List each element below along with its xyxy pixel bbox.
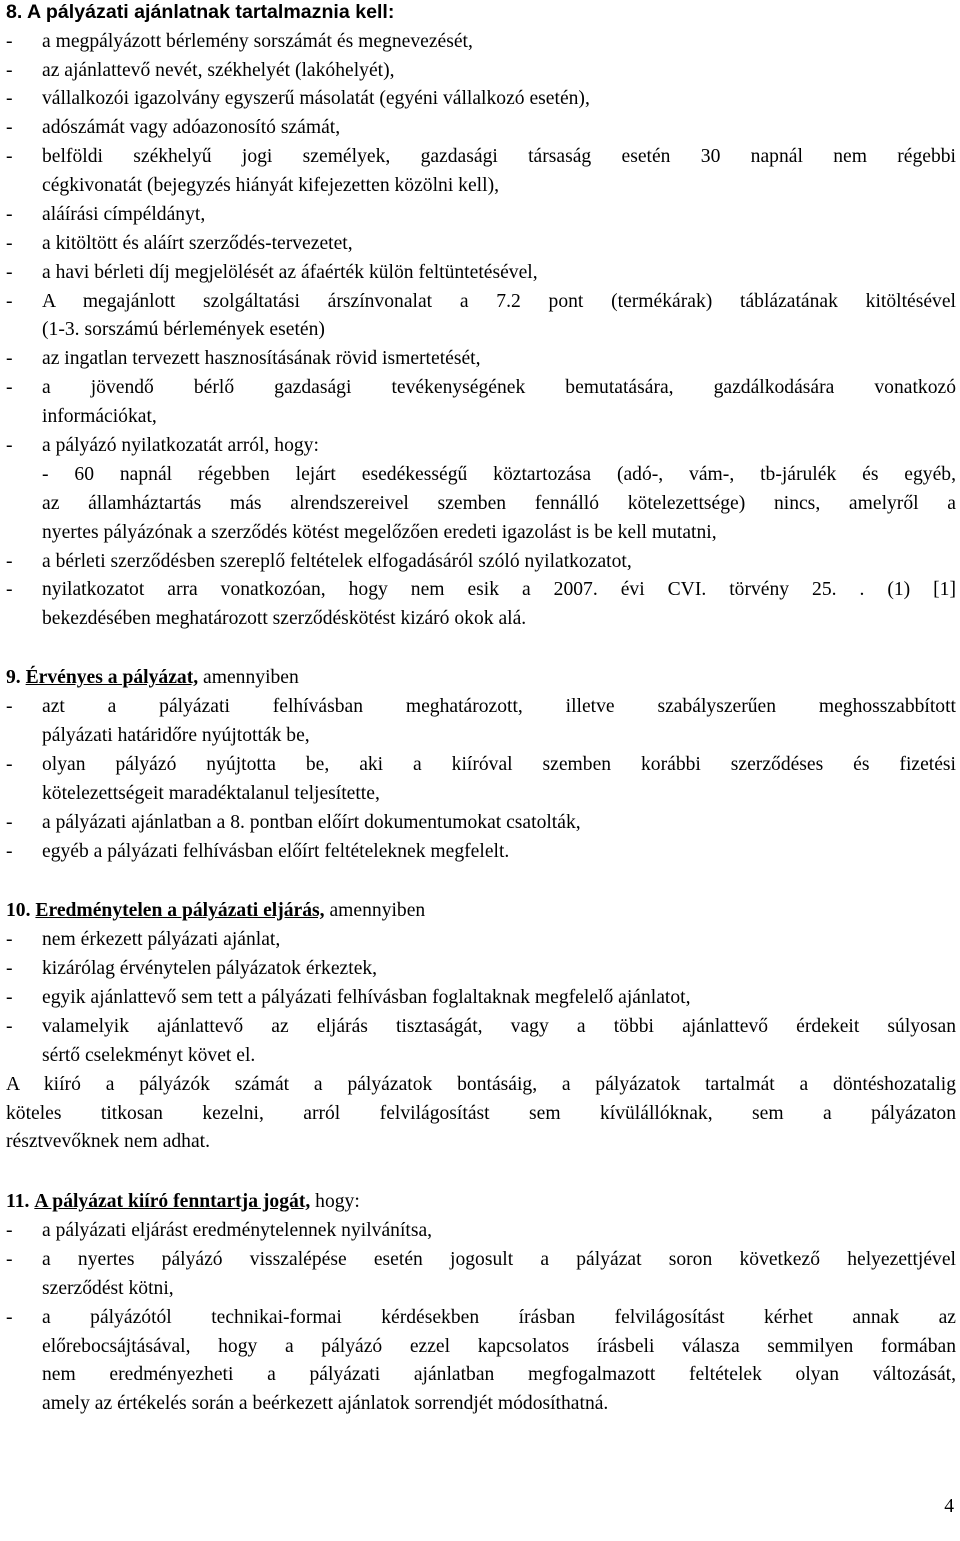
list-item: - a pályázó nyilatkozatát arról, hogy:	[6, 435, 319, 456]
list-item: - aláírási címpéldányt,	[6, 204, 206, 225]
list-item-continuation: nem eredményezheti a pályázati ajánlatban megfogalmazott feltételek olyan változását,	[42, 1364, 956, 1385]
list-item: - adószámát vagy adóazonosító számát,	[6, 117, 341, 138]
section-9-heading: 9. Érvényes a pályázat, amennyiben	[6, 667, 299, 688]
list-item: - egyéb a pályázati felhívásban előírt feltételeknek megfelelt.	[6, 841, 510, 862]
list-item: - a jövendő bérlő gazdasági tevékenységének bemutatására, gazdálkodására vonatkozó	[6, 377, 956, 398]
list-item: - az ajánlattevő nevét, székhelyét (lakóhelyét),	[6, 60, 395, 81]
list-item: - a kitöltött és aláírt szerződés-tervezetet,	[6, 233, 353, 254]
list-item-continuation: sértő cselekményt követ el.	[42, 1045, 256, 1066]
list-item: - a pályázótól technikai-formai kérdésekben írásban felvilágosítást kérhet annak az	[6, 1307, 956, 1328]
paragraph-line: köteles titkosan kezelni, arról felvilágosítást sem kívülállóknak, sem a pályázaton	[6, 1103, 956, 1124]
list-item-continuation: kötelezettségeit maradéktalanul teljesítette,	[42, 783, 380, 804]
paragraph-line: résztvevőknek nem adhat.	[6, 1131, 211, 1152]
list-item-continuation: pályázati határidőre nyújtották be,	[42, 725, 310, 746]
list-item: - a pályázati eljárást eredménytelennek nyilvánítsa,	[6, 1220, 433, 1241]
list-item: - azt a pályázati felhívásban meghatározott, illetve szabályszerűen meghosszabbított	[6, 696, 956, 717]
section-8-heading: 8. A pályázati ajánlatnak tartalmaznia kell:	[6, 1, 395, 23]
list-item: - valamelyik ajánlattevő az eljárás tisztaságát, vagy a többi ajánlattevő érdekeit súlyosan	[6, 1016, 956, 1037]
list-item: - A megajánlott szolgáltatási árszínvonalat a 7.2 pont (termékárak) táblázatának kitöltésével	[6, 291, 956, 312]
list-item: - a pályázati ajánlatban a 8. pontban előírt dokumentumokat csatolták,	[6, 812, 581, 833]
list-item-continuation: információkat,	[42, 406, 157, 427]
list-item: - az ingatlan tervezett hasznosításának rövid ismertetését,	[6, 348, 481, 369]
list-item: - nem érkezett pályázati ajánlat,	[6, 929, 281, 950]
list-subitem: - 60 napnál régebben lejárt esedékességű köztartozása (adó-, vám-, tb-járulék és egyéb,	[42, 464, 956, 485]
list-item: - kizárólag érvénytelen pályázatok érkeztek,	[6, 958, 378, 979]
list-item-continuation: (1-3. sorszámú bérlemények esetén)	[42, 319, 325, 340]
section-10-heading: 10. Eredménytelen a pályázati eljárás, amennyiben	[6, 900, 426, 921]
section-11-heading: 11. A pályázat kiíró fenntartja jogát, hogy:	[6, 1191, 360, 1212]
list-item-continuation: amely az értékelés során a beérkezett ajánlatok sorrendjét módosíthatná.	[42, 1393, 609, 1414]
list-item-continuation: szerződést kötni,	[42, 1278, 174, 1299]
list-item-continuation: nyertes pályázónak a szerződés kötést megelőzően eredeti igazolást is be kell mutatni,	[42, 522, 717, 543]
list-item: - a bérleti szerződésben szereplő feltételek elfogadásáról szóló nyilatkozatot,	[6, 551, 632, 572]
list-item: - nyilatkozatot arra vonatkozóan, hogy nem esik a 2007. évi CVI. törvény 25. . (1) [1]	[6, 579, 956, 600]
page-number: 4	[944, 1496, 954, 1517]
list-item: - a nyertes pályázó visszalépése esetén jogosult a pályázat soron következő helyezettjével	[6, 1249, 956, 1270]
list-item: - a havi bérleti díj megjelölését az áfaérték külön feltüntetésével,	[6, 262, 538, 283]
list-item-continuation: cégkivonatát (bejegyzés hiányát kifejezetten közölni kell),	[42, 175, 499, 196]
list-item: - egyik ajánlattevő sem tett a pályázati felhívásban foglaltaknak megfelelő ajánlatot,	[6, 987, 691, 1008]
list-item-continuation: bekezdésében meghatározott szerződéskötést kizáró okok alá.	[42, 608, 527, 629]
list-item: - a megpályázott bérlemény sorszámát és megnevezését,	[6, 31, 473, 52]
list-item-continuation: az államháztartás más alrendszereivel szemben fennálló kötelezettsége) nincs, amelyről a	[42, 493, 956, 514]
paragraph-line: A kiíró a pályázók számát a pályázatok bontásáig, a pályázatok tartalmát a döntéshozatalig	[6, 1074, 956, 1095]
list-item-continuation: előrebocsájtásával, hogy a pályázó ezzel kapcsolatos írásbeli válasza semmilyen formában	[42, 1336, 956, 1357]
list-item: - olyan pályázó nyújtotta be, aki a kiíróval szemben korábbi szerződéses és fizetési	[6, 754, 956, 775]
list-item: - belföldi székhelyű jogi személyek, gazdasági társaság esetén 30 napnál nem régebbi	[6, 146, 956, 167]
list-item: - vállalkozói igazolvány egyszerű másolatát (egyéni vállalkozó esetén),	[6, 88, 590, 109]
